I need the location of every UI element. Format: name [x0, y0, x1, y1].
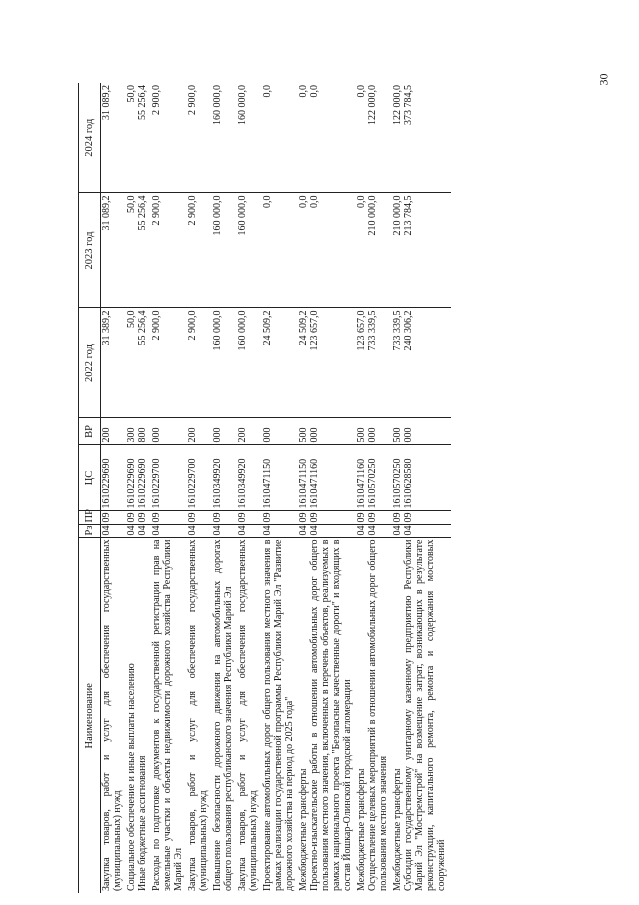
cell-2023: 160 000,0 [237, 193, 259, 308]
cell-cs: 1610570250 [392, 445, 403, 511]
cell-2022: 24 509,2 [298, 308, 309, 418]
header-2023: 2023 год [79, 193, 101, 308]
cell-cs: 1610229700 [187, 445, 209, 511]
cell-2023: 55 256,4 [137, 193, 148, 308]
cell-2023: 0,0 [298, 193, 309, 308]
cell-2023: 213 784,5 [403, 193, 451, 308]
cell-vr: 500 [392, 418, 403, 445]
table-row [367, 83, 389, 893]
header-rz: Рз [79, 525, 101, 538]
cell-2022: 123 657,0 [309, 308, 353, 418]
cell-rz: 04 [137, 525, 148, 538]
cell-2023: 2 900,0 [151, 193, 184, 308]
header-2022: 2022 год [79, 308, 101, 418]
cell-cs: 1610349920 [237, 445, 259, 511]
cell-2022: 31 389,2 [101, 308, 124, 418]
cell-rz: 04 [212, 525, 234, 538]
cell-vr: 000 [309, 418, 353, 445]
cell-2024: 160 000,0 [212, 83, 234, 193]
cell-vr: 000 [151, 418, 184, 445]
cell-2023: 0,0 [262, 193, 295, 308]
cell-rz: 04 [126, 525, 137, 538]
cell-2023: 160 000,0 [212, 193, 234, 308]
cell-name: Закупка товаров, работ и услуг для обеспечения государственных (муниципальных) нужд [237, 539, 259, 891]
cell-cs: 1610471150 [298, 445, 309, 511]
cell-2023: 210 000,0 [392, 193, 403, 308]
table-row [187, 83, 209, 893]
cell-2023: 50,0 [126, 193, 137, 308]
table-row [262, 83, 295, 893]
cell-2024: 50,0 [126, 83, 137, 193]
table-row [101, 83, 124, 893]
cell-2022: 733 339,5 [392, 308, 403, 418]
cell-name: Проектирование автомобильных дорог общего пользования местного значения в рамках реализации государственной программы Республики Марий Эл "Развитие дорожного хозяйства на период до 2025 года" [262, 539, 295, 891]
cell-pr: 09 [237, 511, 259, 525]
header-name: Наименование [79, 538, 101, 893]
cell-rz: 04 [237, 525, 259, 538]
table-row [126, 83, 137, 893]
cell-rz: 04 [262, 525, 295, 538]
table-row [309, 83, 353, 893]
header-2024: 2024 год [79, 83, 101, 193]
cell-2022: 160 000,0 [212, 308, 234, 418]
cell-cs: 1610628580 [403, 445, 451, 511]
cell-pr: 09 [212, 511, 234, 525]
table-row [212, 83, 234, 893]
table-body [101, 83, 452, 893]
cell-name: Социальное обеспечение и иные выплаты населению [126, 663, 137, 891]
header-cs: ЦС [79, 445, 101, 511]
cell-name: Проектно-изыскательские работы в отношении автомобильных дорог общего пользования местного значения, включенных в перечень объектов, реализуемых в рамках национального проекта "Безопасные качественные дороги" и входящих в состав Йошкар-Олинской городской агломерации [309, 539, 353, 891]
cell-name: Иные бюджетные ассигнования [137, 755, 148, 891]
cell-name: Закупка товаров, работ и услуг для обеспечения государственных (муниципальных) нужд [101, 539, 123, 891]
cell-rz: 04 [367, 525, 389, 538]
cell-2023: 0,0 [309, 193, 353, 308]
cell-rz: 04 [298, 525, 309, 538]
cell-rz: 04 [392, 525, 403, 538]
cell-name: Межбюджетные трансферты [356, 768, 367, 891]
table-row [392, 83, 403, 893]
cell-2023: 31 089,2 [101, 193, 124, 308]
cell-2024: 122 000,0 [367, 83, 389, 193]
cell-2024: 0,0 [298, 83, 309, 193]
cell-pr: 09 [298, 511, 309, 525]
cell-pr: 09 [187, 511, 209, 525]
cell-2024: 0,0 [356, 83, 367, 193]
cell-rz: 04 [151, 525, 184, 538]
cell-rz: 04 [187, 525, 209, 538]
cell-rz: 04 [403, 525, 451, 538]
cell-name: Субсидии государственному унитарному казенному предприятию Республики Марий Эл "Мостремстрой" на возмещение затрат, возникающих в результате реконструкции, капитального ремонта, ремонта и содержания мостовых сооружений [403, 539, 447, 891]
cell-pr: 09 [367, 511, 389, 525]
budget-table [78, 83, 451, 893]
cell-2022: 2 900,0 [151, 308, 184, 418]
cell-name: Повышение безопасности дорожного движения на автомобильных дорогах общего пользования республиканского значения Республики Марий Эл [212, 539, 234, 891]
cell-name: Закупка товаров, работ и услуг для обеспечения государственных (муниципальных) нужд [187, 539, 209, 891]
cell-2024: 2 900,0 [187, 83, 209, 193]
cell-2022: 160 000,0 [237, 308, 259, 418]
cell-pr: 09 [137, 511, 148, 525]
cell-cs: 1610471160 [309, 445, 353, 511]
cell-2024: 373 784,5 [403, 83, 451, 193]
cell-pr: 09 [262, 511, 295, 525]
cell-cs: 1610229690 [101, 445, 124, 511]
cell-2022: 50,0 [126, 308, 137, 418]
cell-pr: 09 [151, 511, 184, 525]
cell-2024: 55 256,4 [137, 83, 148, 193]
rotated-landscape-page [78, 83, 550, 893]
table-row [403, 83, 451, 893]
cell-2024: 0,0 [309, 83, 353, 193]
cell-2024: 160 000,0 [237, 83, 259, 193]
cell-pr: 09 [309, 511, 353, 525]
page-number: 30 [596, 73, 611, 86]
cell-rz: 04 [309, 525, 353, 538]
cell-pr: 09 [403, 511, 451, 525]
cell-vr: 500 [298, 418, 309, 445]
cell-2022: 55 256,4 [137, 308, 148, 418]
cell-cs: 1610229700 [151, 445, 184, 511]
cell-rz: 04 [101, 525, 124, 538]
table-row [137, 83, 148, 893]
cell-2022: 123 657,0 [356, 308, 367, 418]
cell-pr: 09 [126, 511, 137, 525]
cell-cs: 1610229690 [137, 445, 148, 511]
cell-pr: 09 [392, 511, 403, 525]
cell-vr: 200 [237, 418, 259, 445]
cell-name: Межбюджетные трансферты [392, 768, 403, 891]
table-row [237, 83, 259, 893]
cell-name: Осуществление целевых мероприятий в отношении автомобильных дорог общего пользования местного значения [367, 539, 389, 891]
cell-vr: 800 [137, 418, 148, 445]
cell-vr: 200 [101, 418, 124, 445]
cell-vr: 000 [212, 418, 234, 445]
header-pr: ПР [79, 511, 101, 525]
cell-pr: 09 [101, 511, 124, 525]
cell-name: Расходы по подготовке документов к государственной регистрации прав на земельные участки и объекты недвижимости дорожного хозяйства Республики Марий Эл [151, 539, 184, 891]
table-row [298, 83, 309, 893]
cell-pr: 09 [356, 511, 367, 525]
cell-vr: 000 [403, 418, 451, 445]
cell-2023: 0,0 [356, 193, 367, 308]
cell-2022: 733 339,5 [367, 308, 389, 418]
cell-cs: 1610570250 [367, 445, 389, 511]
cell-vr: 200 [187, 418, 209, 445]
cell-vr: 500 [356, 418, 367, 445]
cell-2024: 122 000,0 [392, 83, 403, 193]
table-header-row [79, 83, 101, 893]
cell-vr: 000 [262, 418, 295, 445]
table-row [356, 83, 367, 893]
cell-2022: 24 509,2 [262, 308, 295, 418]
cell-vr: 000 [367, 418, 389, 445]
cell-cs: 1610471150 [262, 445, 295, 511]
cell-2023: 2 900,0 [187, 193, 209, 308]
cell-cs: 1610471160 [356, 445, 367, 511]
cell-2024: 2 900,0 [151, 83, 184, 193]
cell-rz: 04 [356, 525, 367, 538]
cell-cs: 1610349920 [212, 445, 234, 511]
cell-2022: 240 306,2 [403, 308, 451, 418]
cell-vr: 300 [126, 418, 137, 445]
cell-cs: 1610229690 [126, 445, 137, 511]
cell-2024: 31 089,2 [101, 83, 124, 193]
cell-name: Межбюджетные трансферты [298, 768, 309, 891]
header-vr: ВР [79, 418, 101, 445]
cell-2022: 2 900,0 [187, 308, 209, 418]
cell-2023: 210 000,0 [367, 193, 389, 308]
table-row [151, 83, 184, 893]
cell-2024: 0,0 [262, 83, 295, 193]
